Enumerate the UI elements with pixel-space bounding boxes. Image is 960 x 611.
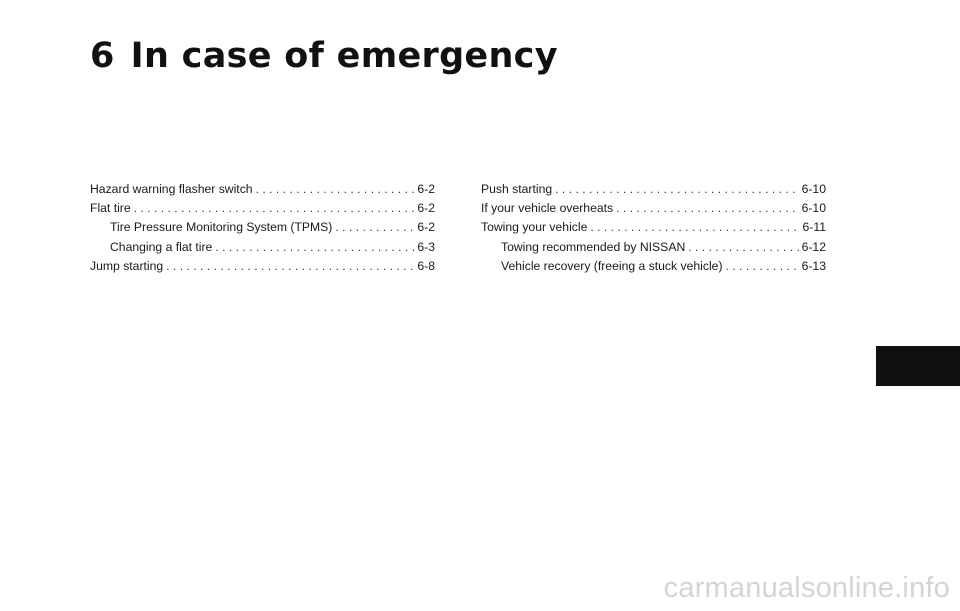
- dot-leader: [335, 218, 414, 237]
- toc-entry-label: Vehicle recovery (freeing a stuck vehicle): [501, 258, 723, 273]
- toc-entry-label: Changing a flat tire: [110, 239, 213, 254]
- toc-entry-changing-a-flat-tire[interactable]: [90, 238, 435, 257]
- toc-entry-label: Jump starting: [90, 258, 164, 273]
- toc-entry-page: 6-12: [801, 239, 826, 254]
- toc-entry-page: 6-2: [417, 220, 435, 235]
- toc-entry-page: 6-11: [802, 220, 826, 235]
- toc-entry-push-starting[interactable]: [481, 180, 826, 199]
- toc-entry-page: 6-3: [417, 239, 435, 254]
- dot-leader: [726, 257, 799, 276]
- toc-entry-towing-recommended-by-nissan[interactable]: [481, 238, 826, 257]
- toc-entry-label: Flat tire: [90, 201, 131, 216]
- chapter-title-text: In case of emergency: [130, 36, 558, 76]
- chapter-thumb-tab: [876, 346, 960, 386]
- toc-entry-page: 6-10: [801, 201, 826, 216]
- toc-column-right: [481, 180, 826, 276]
- dot-leader: [590, 218, 799, 237]
- toc-entry-flat-tire[interactable]: [90, 199, 435, 218]
- dot-leader: [688, 238, 798, 257]
- watermark: carmanualsonline.info: [663, 572, 950, 604]
- toc-column-left: [90, 180, 435, 276]
- dot-leader: [215, 238, 414, 257]
- toc-entry-label: Tire Pressure Monitoring System (TPMS): [110, 220, 333, 235]
- toc-entry-jump-starting[interactable]: [90, 257, 435, 276]
- toc-entry-page: 6-10: [801, 182, 826, 196]
- toc-entry-if-your-vehicle-overheats[interactable]: [481, 199, 826, 218]
- dot-leader: [134, 199, 415, 218]
- toc-entry-label: Towing your vehicle: [481, 220, 588, 235]
- dot-leader: [555, 180, 798, 199]
- dot-leader: [256, 180, 415, 199]
- toc-entry-page: 6-8: [417, 258, 435, 273]
- dot-leader: [616, 199, 798, 218]
- toc-entry-tpms[interactable]: [90, 218, 435, 237]
- toc-entry-label: Towing recommended by NISSAN: [501, 239, 686, 254]
- toc-entry-page: 6-13: [801, 258, 826, 273]
- toc-entry-towing-your-vehicle[interactable]: [481, 218, 826, 237]
- chapter-number: 6: [90, 36, 115, 76]
- toc-entry-label: Push starting: [481, 182, 553, 196]
- dot-leader: [166, 257, 414, 276]
- toc-entry-page: 6-2: [417, 182, 435, 196]
- toc-entry-page: 6-2: [417, 201, 435, 216]
- toc-entry-hazard-warning-flasher-switch[interactable]: [90, 180, 435, 199]
- toc-entry-label: If your vehicle overheats: [481, 201, 614, 216]
- toc-entry-vehicle-recovery[interactable]: [481, 257, 826, 276]
- chapter-title: [90, 36, 558, 76]
- toc-entry-label: Hazard warning flasher switch: [90, 182, 253, 196]
